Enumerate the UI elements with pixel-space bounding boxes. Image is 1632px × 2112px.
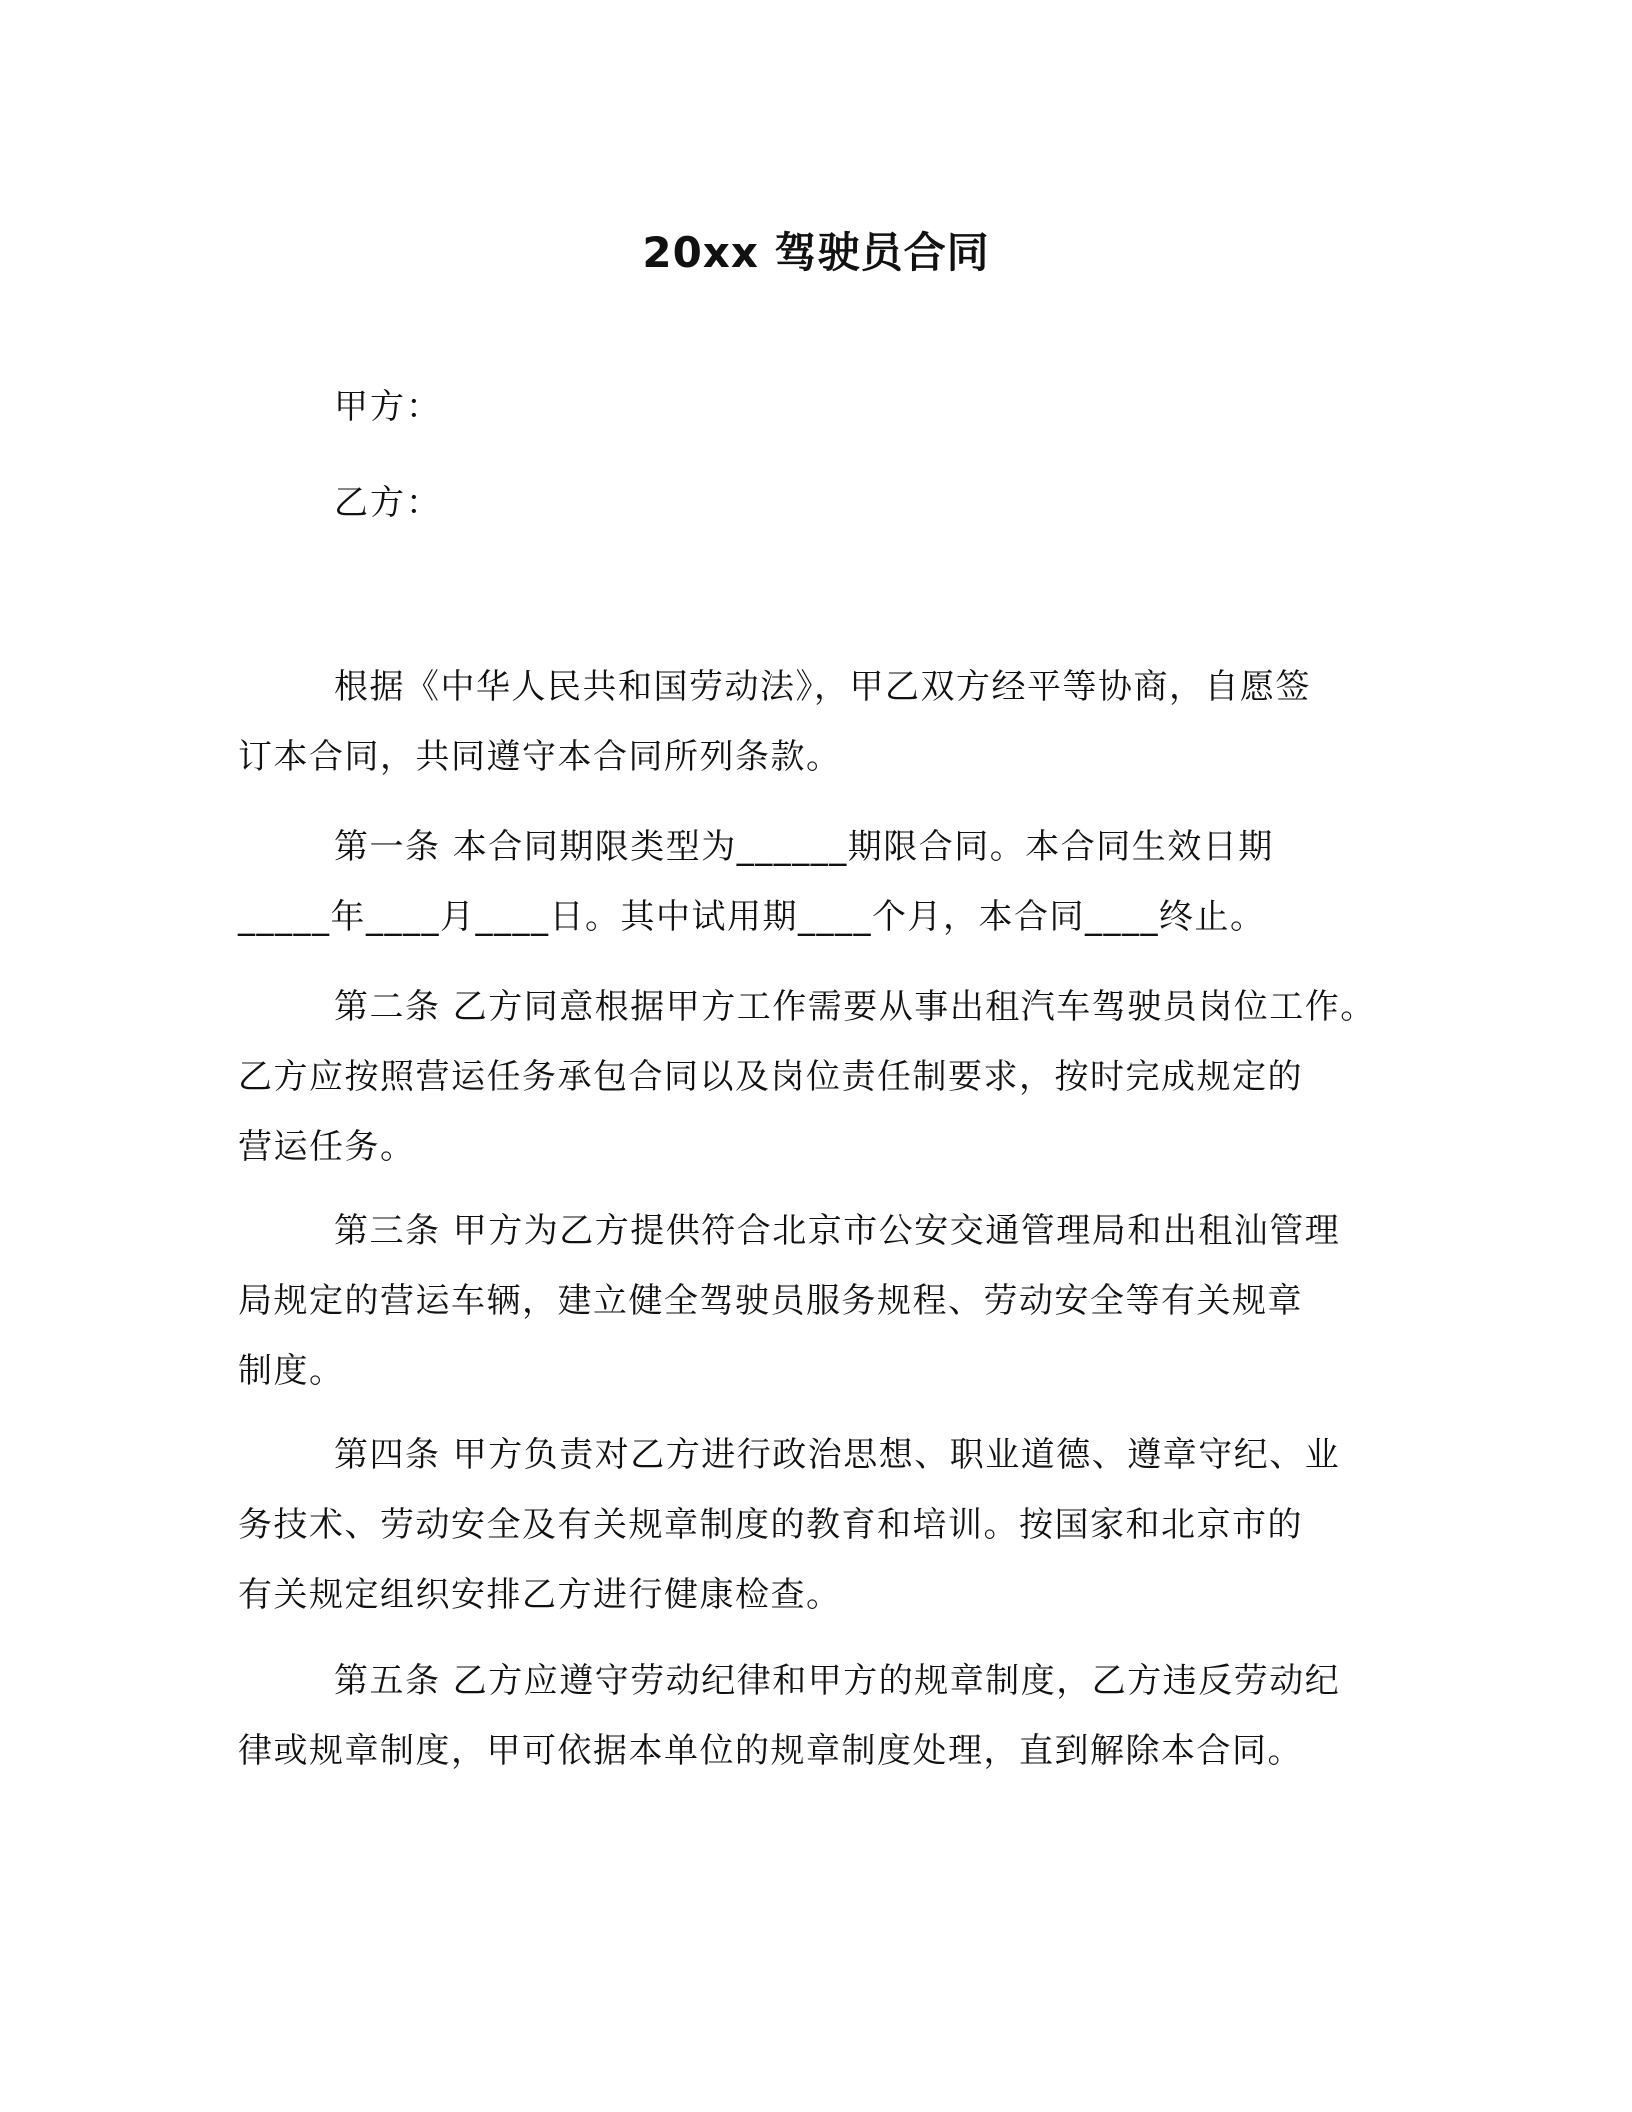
party-b-label: 乙方： xyxy=(334,483,442,523)
paragraph-line: 订本合同，共同遵守本合同所列条款。 xyxy=(238,737,842,777)
paragraph-line: _____年____月____日。其中试用期____个月，本合同____终止。 xyxy=(238,897,1266,937)
document-title: 20xx 驾驶员合同 xyxy=(642,228,990,277)
paragraph-line: 第二条 乙方同意根据甲方工作需要从事出租汽车驾驶员岗位工作。 xyxy=(334,987,1376,1027)
paragraph-line: 务技术、劳动安全及有关规章制度的教育和培训。按国家和北京市的 xyxy=(238,1505,1303,1545)
paragraph-line: 第五条 乙方应遵守劳动纪律和甲方的规章制度，乙方违反劳动纪 xyxy=(334,1661,1341,1701)
article-5 xyxy=(238,1646,1428,1786)
paragraph-line: 营运任务。 xyxy=(238,1127,416,1167)
article-2 xyxy=(238,972,1428,1182)
paragraph-line: 有关规定组织安排乙方进行健康检查。 xyxy=(238,1575,842,1615)
article-1 xyxy=(238,812,1428,952)
paragraph-preamble xyxy=(238,652,1428,792)
paragraph-line: 乙方应按照营运任务承包合同以及岗位责任制要求，按时完成规定的 xyxy=(238,1057,1303,1097)
paragraph-line: 局规定的营运车辆，建立健全驾驶员服务规程、劳动安全等有关规章 xyxy=(238,1281,1303,1321)
paragraph-line: 第四条 甲方负责对乙方进行政治思想、职业道德、遵章守纪、业 xyxy=(334,1435,1341,1475)
party-a-label: 甲方： xyxy=(334,387,442,427)
paragraph-line: 根据《中华人民共和国劳动法》，甲乙双方经平等协商，自愿签 xyxy=(334,667,1311,707)
paragraph-line: 律或规章制度，甲可依据本单位的规章制度处理，直到解除本合同。 xyxy=(238,1731,1303,1771)
article-3 xyxy=(238,1196,1428,1406)
paragraph-line: 第三条 甲方为乙方提供符合北京市公安交通管理局和出租汕管理 xyxy=(334,1211,1341,1251)
paragraph-line: 制度。 xyxy=(238,1351,345,1391)
article-4 xyxy=(238,1420,1428,1630)
paragraph-line: 第一条 本合同期限类型为______期限合同。本合同生效日期 xyxy=(334,827,1274,867)
